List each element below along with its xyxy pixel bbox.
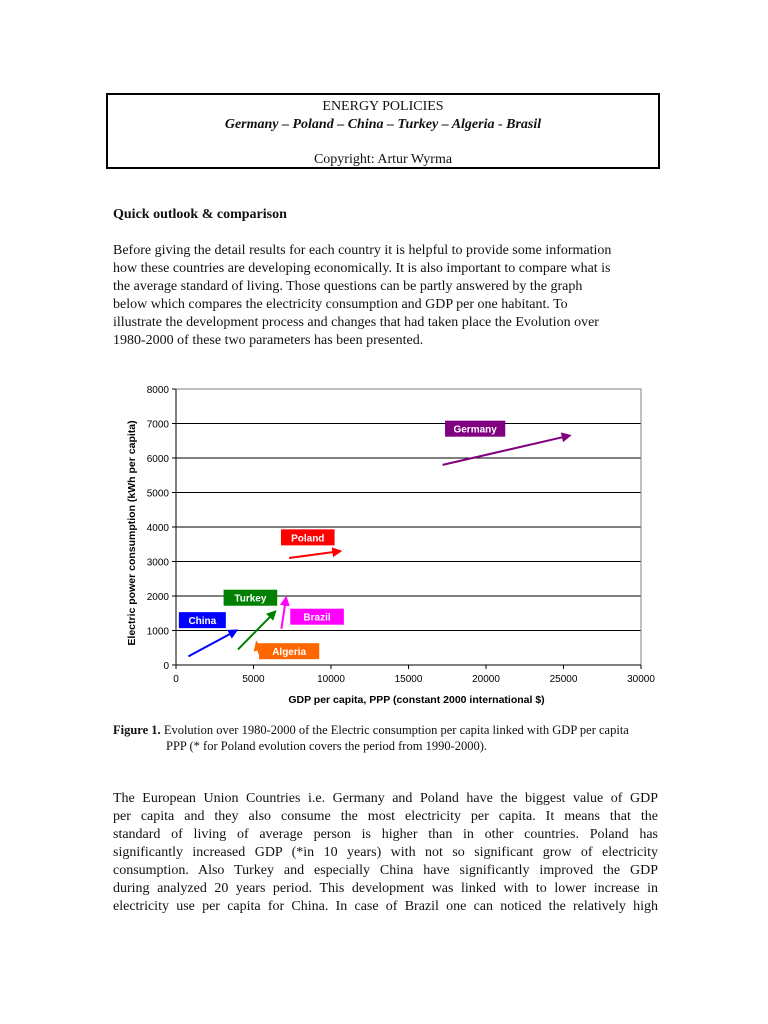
series-arrow-poland bbox=[289, 551, 340, 558]
y-axis-label: Electric power consumption (kWh per capita) bbox=[126, 420, 138, 646]
y-tick-label: 8000 bbox=[146, 385, 169, 396]
series-label-turkey: Turkey bbox=[234, 593, 267, 605]
document-title: ENERGY POLICIES bbox=[322, 99, 444, 114]
x-tick-label: 25000 bbox=[549, 674, 578, 685]
series-label-germany: Germany bbox=[453, 424, 497, 436]
body-line: The European Union Countries i.e. Germany and Poland have the biggest value of GDP bbox=[113, 791, 658, 806]
y-tick-label: 0 bbox=[163, 661, 169, 672]
intro-line: 1980-2000 of these two parameters has been presented. bbox=[113, 333, 424, 348]
countries-subtitle: Germany – Poland – China – Turkey – Algeria - Brasil bbox=[224, 117, 542, 132]
series-label-china: China bbox=[188, 616, 217, 628]
y-tick-label: 6000 bbox=[146, 454, 169, 465]
body-line: standard of living of average person is higher than in other countries. Poland has bbox=[113, 827, 658, 842]
gdp-electricity-chart bbox=[118, 376, 658, 712]
body-line: consumption. Also Turkey and especially China have significantly improved the GDP bbox=[113, 863, 658, 878]
intro-line: illustrate the development process and changes that had taken place the Evolution over bbox=[113, 315, 599, 330]
y-tick-label: 5000 bbox=[146, 488, 169, 500]
body-line: electricity use per capita for China. In case of Brazil one can noticed the relatively high bbox=[113, 899, 658, 914]
body-line: per capita and they also consume the most electricity per capita. It means that the bbox=[113, 809, 658, 824]
series-label-brazil: Brazil bbox=[303, 612, 331, 624]
section-heading: Quick outlook & comparison bbox=[113, 207, 287, 222]
caption-line-1: Evolution over 1980-2000 of the Electric consumption per capita linked with GDP per capita bbox=[163, 723, 629, 737]
intro-paragraph bbox=[113, 242, 658, 350]
x-tick-label: 30000 bbox=[627, 674, 655, 685]
x-axis-label: GDP per capita, PPP (constant 2000 international $) bbox=[288, 694, 545, 706]
copyright-line: Copyright: Artur Wyrma bbox=[313, 152, 453, 167]
series-arrow-brazil bbox=[281, 598, 286, 629]
y-tick-label: 4000 bbox=[146, 523, 169, 534]
y-tick-label: 1000 bbox=[146, 626, 169, 638]
intro-line: below which compares the electricity consumption and GDP per one habitant. To bbox=[113, 297, 568, 312]
x-tick-label: 20000 bbox=[472, 674, 500, 685]
body-paragraph bbox=[113, 790, 658, 916]
x-tick-label: 15000 bbox=[394, 674, 423, 685]
intro-line: Before giving the detail results for each country it is helpful to provide some information bbox=[113, 243, 612, 258]
caption-line-2: PPP (* for Poland evolution covers the period from 1990-2000). bbox=[166, 739, 488, 753]
y-tick-label: 3000 bbox=[146, 557, 169, 569]
body-line: significantly increased GDP (*in 10 years) with not so significant grow of electricity bbox=[113, 845, 658, 860]
figure-label: Figure 1. bbox=[113, 723, 161, 737]
y-tick-label: 2000 bbox=[146, 592, 169, 603]
series-label-algeria: Algeria bbox=[272, 647, 307, 659]
figure-caption bbox=[113, 722, 658, 754]
x-tick-label: 0 bbox=[173, 674, 179, 685]
x-tick-label: 5000 bbox=[242, 674, 265, 685]
intro-line: how these countries are developing economically. It is also important to compare what is bbox=[113, 261, 611, 276]
y-tick-label: 7000 bbox=[146, 419, 169, 431]
title-box bbox=[106, 93, 660, 169]
series-arrow-china bbox=[188, 631, 236, 657]
series-arrow-germany bbox=[443, 436, 570, 465]
intro-line: the average standard of living. Those questions can be partly answered by the graph bbox=[113, 279, 583, 294]
body-line: during analyzed 20 years period. This development was linked with to lower increase in bbox=[113, 881, 658, 896]
x-tick-label: 10000 bbox=[317, 674, 345, 685]
series-label-poland: Poland bbox=[291, 533, 325, 545]
